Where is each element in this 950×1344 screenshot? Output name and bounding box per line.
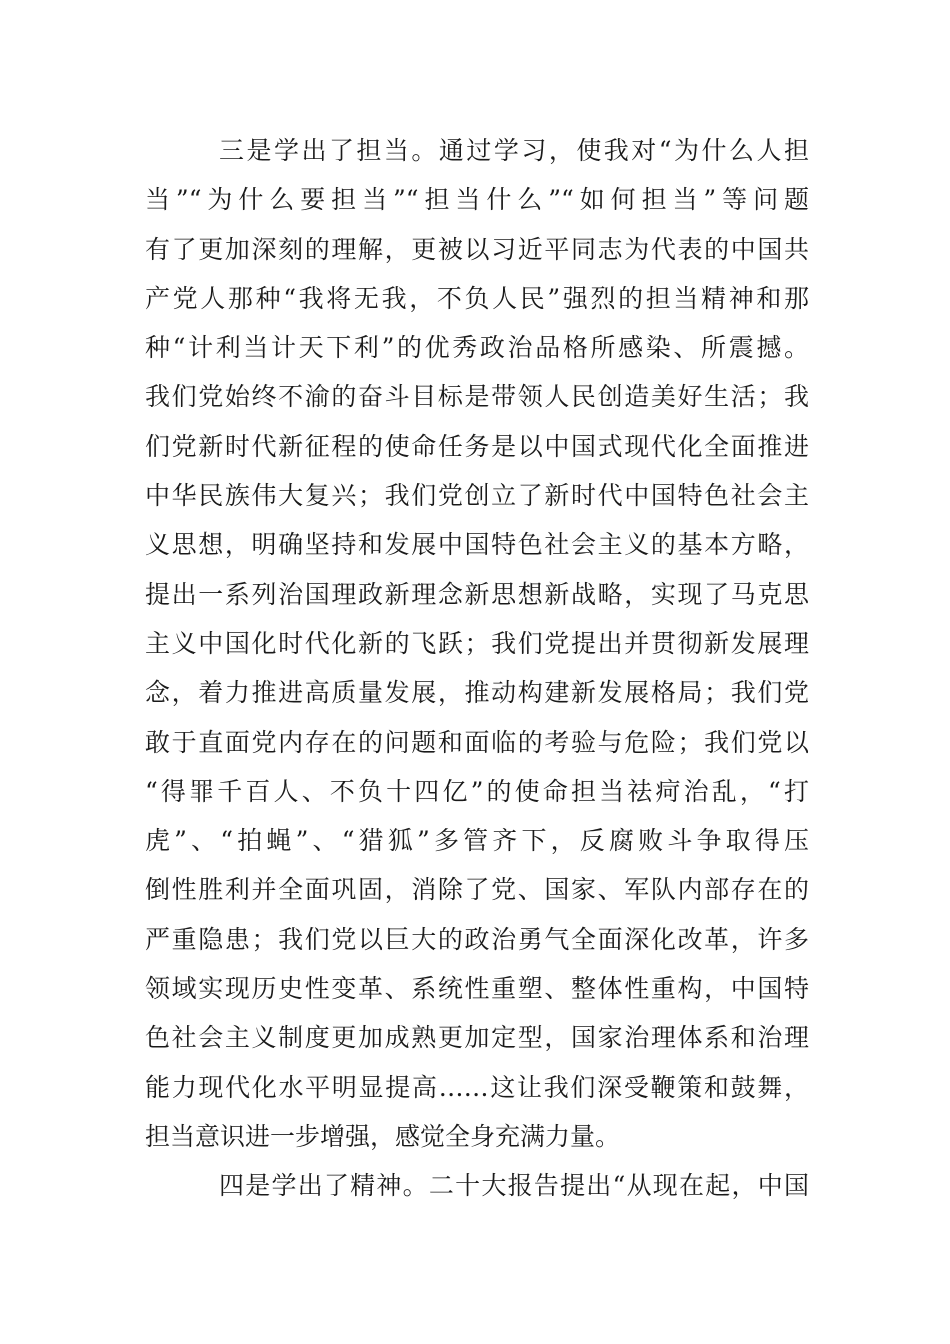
text-line: 种“计利当计天下利”的优秀政治品格所感染、所震撼。 bbox=[145, 333, 809, 363]
text-line: 虎”、“拍蝇”、“猎狐”多管齐下，反腐败斗争取得压 bbox=[145, 826, 809, 856]
text-line: 担当意识进一步增强，感觉全身充满力量。 bbox=[145, 1121, 621, 1151]
text-line: 中华民族伟大复兴；我们党创立了新时代中国特色社会主 bbox=[145, 481, 809, 511]
text-line: 产党人那种“我将无我，不负人民”强烈的担当精神和那 bbox=[145, 283, 809, 313]
text-line: 三是学出了担当。通过学习，使我对“为什么人担 bbox=[219, 136, 809, 165]
text-line: 当”“为什么要担当”“担当什么”“如何担当”等问题 bbox=[145, 185, 809, 215]
text-line: “得罪千百人、不负十四亿”的使命担当祛疴治乱，“打 bbox=[145, 776, 809, 806]
paragraph-4 bbox=[145, 1161, 809, 1210]
text-line: 们党新时代新征程的使命任务是以中国式现代化全面推进 bbox=[145, 431, 809, 461]
text-line: 有了更加深刻的理解，更被以习近平同志为代表的中国共 bbox=[145, 234, 809, 264]
text-line: 义思想，明确坚持和发展中国特色社会主义的基本方略， bbox=[145, 530, 809, 560]
text-line: 严重隐患；我们党以巨大的政治勇气全面深化改革，许多 bbox=[145, 924, 809, 954]
body-text bbox=[145, 126, 809, 1211]
text-line: 领域实现历史性变革、系统性重塑、整体性重构，中国特 bbox=[145, 974, 809, 1004]
text-line: 色社会主义制度更加成熟更加定型，国家治理体系和治理 bbox=[145, 1023, 809, 1053]
text-line: 敢于直面党内存在的问题和面临的考验与危险；我们党以 bbox=[145, 727, 809, 757]
text-line: 能力现代化水平明显提高……这让我们深受鞭策和鼓舞， bbox=[145, 1072, 809, 1102]
text-line: 倒性胜利并全面巩固，消除了党、国家、军队内部存在的 bbox=[145, 875, 809, 905]
text-line: 主义中国化时代化新的飞跃；我们党提出并贯彻新发展理 bbox=[145, 628, 809, 658]
text-line: 四是学出了精神。二十大报告提出“从现在起，中国 bbox=[219, 1171, 809, 1201]
text-line: 我们党始终不渝的奋斗目标是带领人民创造美好生活；我 bbox=[145, 382, 809, 412]
text-line: 念，着力推进高质量发展，推动构建新发展格局；我们党 bbox=[145, 678, 809, 708]
paragraph-3 bbox=[145, 126, 809, 1161]
text-line: 提出一系列治国理政新理念新思想新战略，实现了马克思 bbox=[145, 579, 809, 609]
